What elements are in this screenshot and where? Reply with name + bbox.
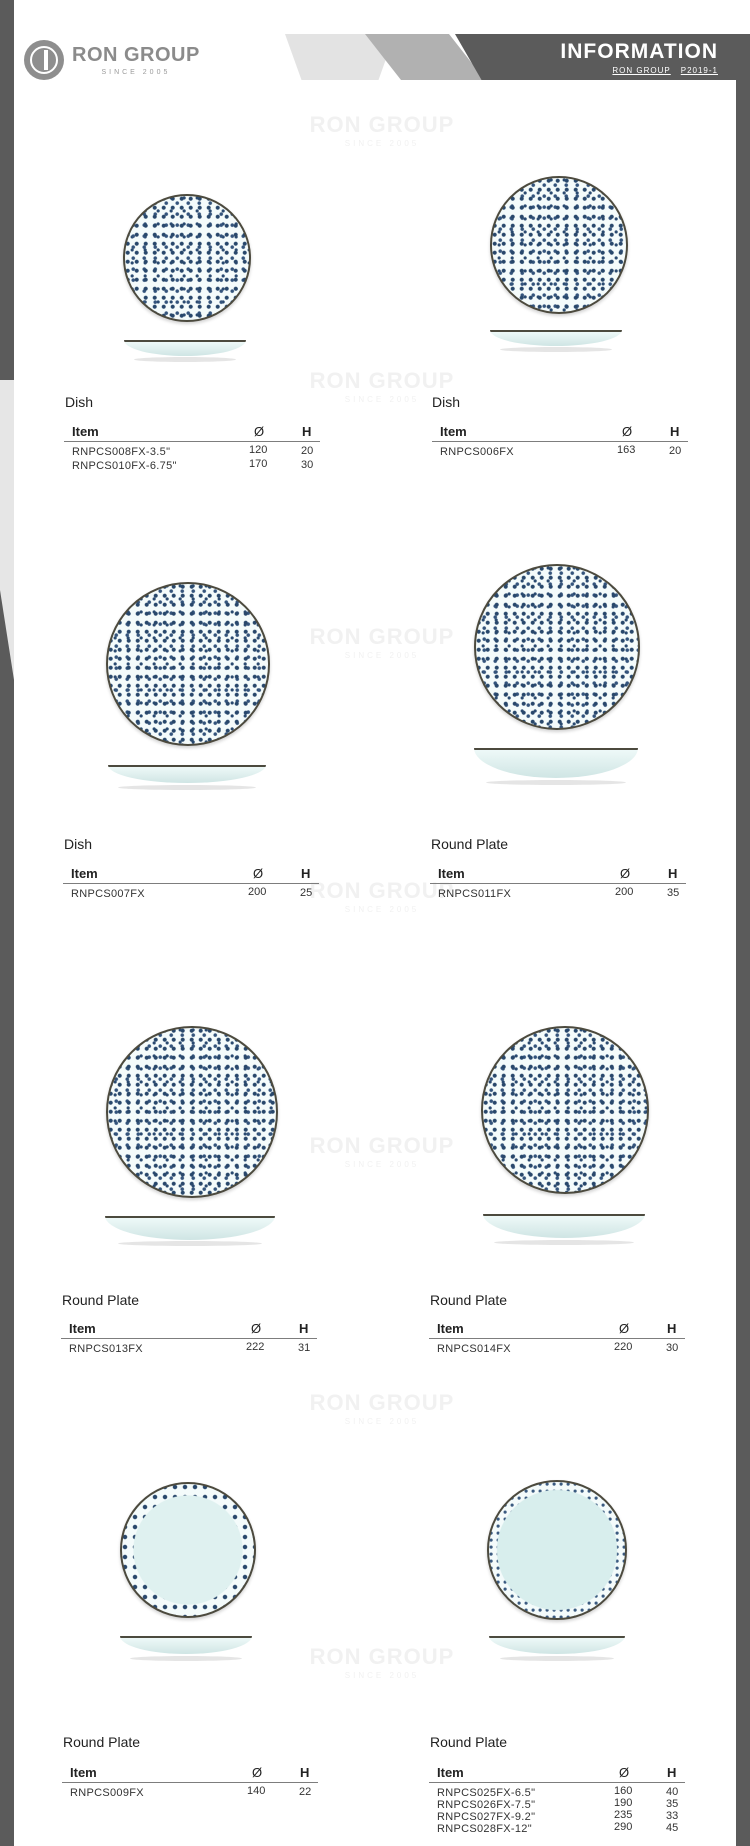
spec-table [64, 422, 320, 472]
left-frame-bar [0, 0, 14, 1846]
product-title: Round Plate [430, 1292, 508, 1308]
product-photo-shadow [500, 347, 612, 352]
product-title: Round Plate [63, 1734, 141, 1750]
page-title: INFORMATION [560, 40, 718, 63]
watermark: RON GROUP SINCE 2005 [309, 112, 455, 148]
table-row: RNPCS011FX 200 35 [438, 886, 680, 900]
product-photo-plate-top [490, 176, 628, 314]
spec-table-header: Item Ø H [429, 1763, 685, 1783]
page-code: P2019-1 [680, 66, 718, 75]
watermark: RON GROUP SINCE 2005 [309, 1133, 455, 1169]
table-row: RNPCS026FX-7.5" 190 35 [437, 1797, 679, 1811]
watermark: RON GROUP SINCE 2005 [309, 1390, 455, 1426]
brand-name: RON GROUP [72, 44, 200, 66]
product-photo-plate-top [123, 194, 251, 322]
table-row: RNPCS009FX 140 22 [70, 1785, 312, 1799]
spec-table [429, 1763, 685, 1833]
column-item: Item [72, 424, 99, 439]
product-photo-plate-side [489, 1636, 625, 1654]
table-row: RNPCS027FX-9.2" 235 33 [437, 1809, 679, 1823]
ron-group-logo-icon [24, 40, 64, 80]
product-photo-shadow [486, 780, 626, 785]
product-title: Round Plate [62, 1292, 140, 1308]
product-photo-shadow [134, 357, 236, 362]
right-frame-bar [736, 34, 750, 1846]
product-photo-plate-top [474, 564, 640, 730]
table-row: RNPCS013FX 222 31 [69, 1341, 311, 1355]
product-photo-shadow [118, 1241, 262, 1246]
spec-table-header: Item Ø H [63, 864, 319, 884]
product-photo-shadow [118, 785, 256, 790]
product-photo-plate-top [487, 1480, 627, 1620]
product-photo-plate-top [106, 1026, 278, 1198]
table-row: RNPCS028FX-12" 290 45 [437, 1821, 679, 1835]
product-photo-plate-top [120, 1482, 256, 1618]
spec-table [62, 1763, 318, 1799]
product-photo-plate-side [483, 1214, 645, 1238]
spec-table [429, 1319, 685, 1355]
table-row: RNPCS014FX 220 30 [437, 1341, 679, 1355]
spec-table-header: Item Ø H [429, 1319, 685, 1339]
spec-table [432, 422, 688, 458]
spec-table-header: Item Ø H [430, 864, 686, 884]
spec-table-header [64, 422, 320, 442]
table-row: RNPCS007FX 200 25 [71, 886, 313, 900]
watermark: RON GROUP SINCE 2005 [309, 1644, 455, 1680]
watermark: RON GROUP SINCE 2005 [309, 368, 455, 404]
product-photo-plate-side [124, 340, 246, 356]
watermark: RON GROUP SINCE 2005 [309, 624, 455, 660]
table-row: RNPCS008FX-3.5" 120 20 [72, 444, 314, 458]
brand-since: SINCE 2005 [101, 69, 171, 76]
brand-logo [24, 40, 200, 80]
product-photo-plate-side [120, 1636, 252, 1654]
product-photo-plate-side [105, 1216, 275, 1240]
column-diameter: Ø [254, 424, 265, 439]
product-photo-plate-side [108, 765, 266, 783]
product-title: Round Plate [430, 1734, 508, 1750]
product-photo-plate-side [490, 330, 622, 346]
product-title: Dish [432, 394, 461, 410]
product-title: Dish [64, 836, 93, 852]
product-photo-shadow [500, 1656, 614, 1661]
product-photo-plate-top [106, 582, 270, 746]
product-photo-plate-top [481, 1026, 649, 1194]
spec-table [430, 864, 686, 900]
spec-table [61, 1319, 317, 1355]
product-title: Round Plate [431, 836, 509, 852]
product-photo-shadow [130, 1656, 242, 1661]
spec-table-header: Item Ø H [432, 422, 688, 442]
page-sub-brand: RON GROUP [612, 66, 671, 75]
spec-table-header: Item Ø H [61, 1319, 317, 1339]
product-photo-plate-side [474, 748, 638, 778]
table-row: RNPCS006FX 163 20 [440, 444, 682, 458]
product-photo-shadow [494, 1240, 634, 1245]
column-height: H [302, 424, 312, 439]
product-title: Dish [65, 394, 94, 410]
table-row: RNPCS010FX-6.75" 170 30 [72, 458, 314, 472]
table-row: RNPCS025FX-6.5" 160 40 [437, 1785, 679, 1799]
page-code-line [602, 66, 718, 75]
spec-table-header: Item Ø H [62, 1763, 318, 1783]
watermark: RON GROUP SINCE 2005 [309, 878, 455, 914]
spec-table [63, 864, 319, 900]
